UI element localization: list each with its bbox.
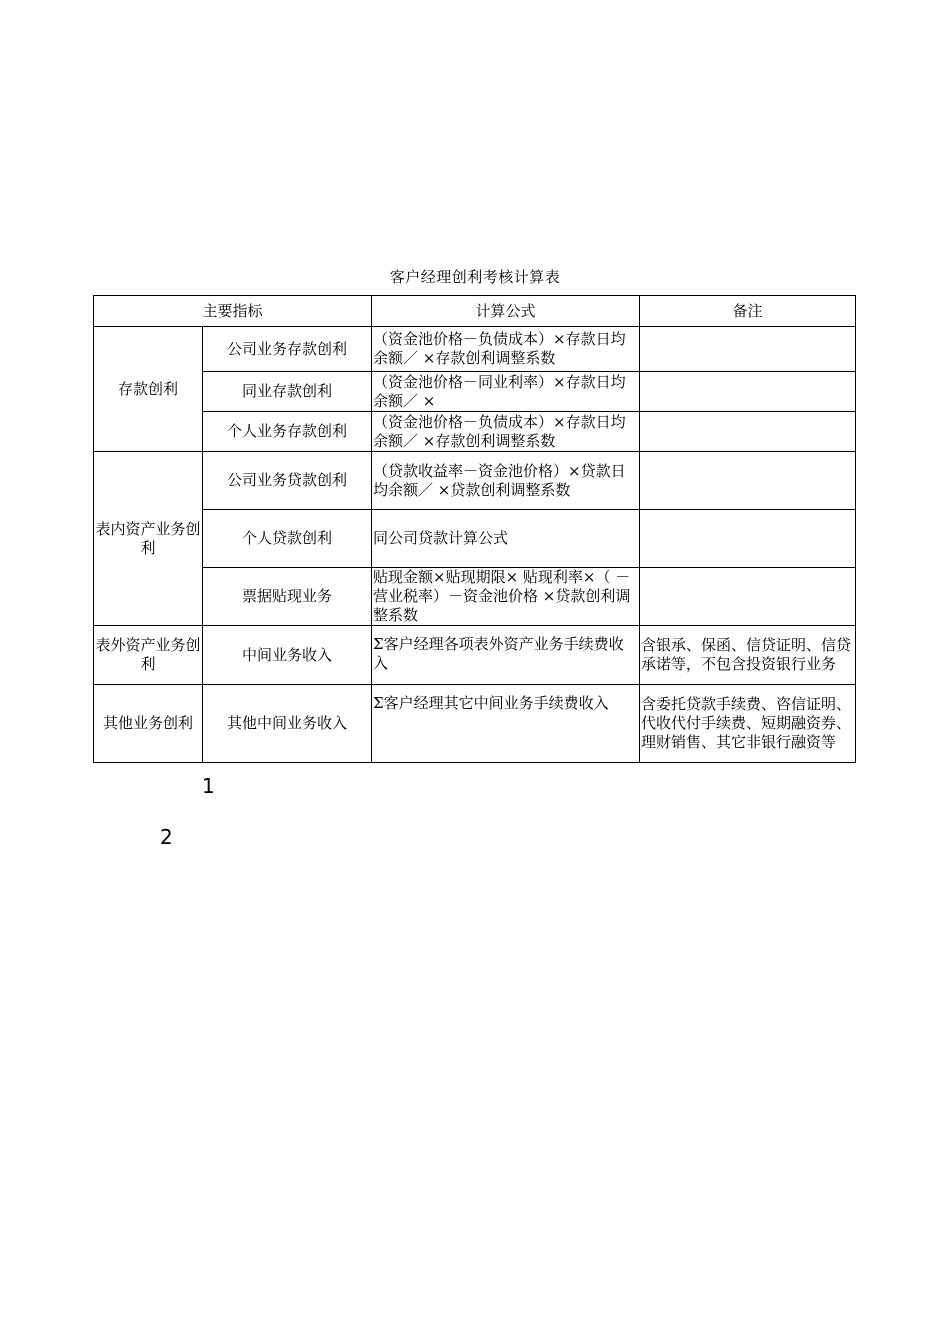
indicator-name: 中间业务收入 — [203, 626, 372, 685]
indicator-name: 公司业务贷款创利 — [203, 452, 372, 510]
formula-cell: （资金池价格－负债成本）×存款日均余额／ ×存款创利调整系数 — [372, 412, 640, 452]
table-title: 客户经理创利考核计算表 — [389, 268, 561, 286]
group-offbalance-label: 表外资产业务创利 — [94, 626, 203, 685]
formula-cell: （资金池价格－同业利率）×存款日均余额／ × — [372, 372, 640, 412]
table-row — [94, 568, 856, 626]
table-row — [94, 452, 856, 510]
footnote-2: 2 — [160, 825, 173, 849]
note-cell — [640, 412, 856, 452]
indicator-name: 同业存款创利 — [203, 372, 372, 412]
table-row — [94, 412, 856, 452]
formula-cell: （贷款收益率－资金池价格）×贷款日均余额／ ×贷款创利调整系数 — [372, 452, 640, 510]
note-cell — [640, 452, 856, 510]
header-formula: 计算公式 — [372, 296, 640, 327]
table-row — [94, 626, 856, 685]
note-cell — [640, 510, 856, 568]
profit-assessment-table — [93, 295, 856, 763]
note-cell: 含银承、保函、信贷证明、信贷承诺等，不包含投资银行业务 — [640, 626, 856, 685]
table-row — [94, 510, 856, 568]
indicator-name: 个人业务存款创利 — [203, 412, 372, 452]
header-note: 备注 — [640, 296, 856, 327]
formula-cell: （资金池价格－负债成本）×存款日均余额／ ×存款创利调整系数 — [372, 327, 640, 372]
formula-cell: Σ客户经理各项表外资产业务手续费收入 — [372, 626, 640, 685]
note-cell — [640, 327, 856, 372]
table-row — [94, 327, 856, 372]
group-other-label: 其他业务创利 — [94, 685, 203, 763]
indicator-name: 票据贴现业务 — [203, 568, 372, 626]
indicator-name: 公司业务存款创利 — [203, 327, 372, 372]
table-row — [94, 685, 856, 763]
formula-cell: 贴现金额×贴现期限× 贴现利率×（ －营业税率）－资金池价格 ×贷款创利调整系数 — [372, 568, 640, 626]
formula-cell: Σ客户经理其它中间业务手续费收入 — [372, 685, 640, 763]
formula-cell: 同公司贷款计算公式 — [372, 510, 640, 568]
indicator-name: 其他中间业务收入 — [203, 685, 372, 763]
group-onbalance-label: 表内资产业务创利 — [94, 452, 203, 626]
header-row — [94, 296, 856, 327]
note-cell: 含委托贷款手续费、咨信证明、代收代付手续费、短期融资券、理财销售、其它非银行融资等 — [640, 685, 856, 763]
group-deposit-label: 存款创利 — [94, 327, 203, 452]
indicator-name: 个人贷款创利 — [203, 510, 372, 568]
note-cell — [640, 568, 856, 626]
footnote-1: 1 — [202, 774, 215, 798]
header-indicator: 主要指标 — [94, 296, 372, 327]
note-cell — [640, 372, 856, 412]
table-row — [94, 372, 856, 412]
